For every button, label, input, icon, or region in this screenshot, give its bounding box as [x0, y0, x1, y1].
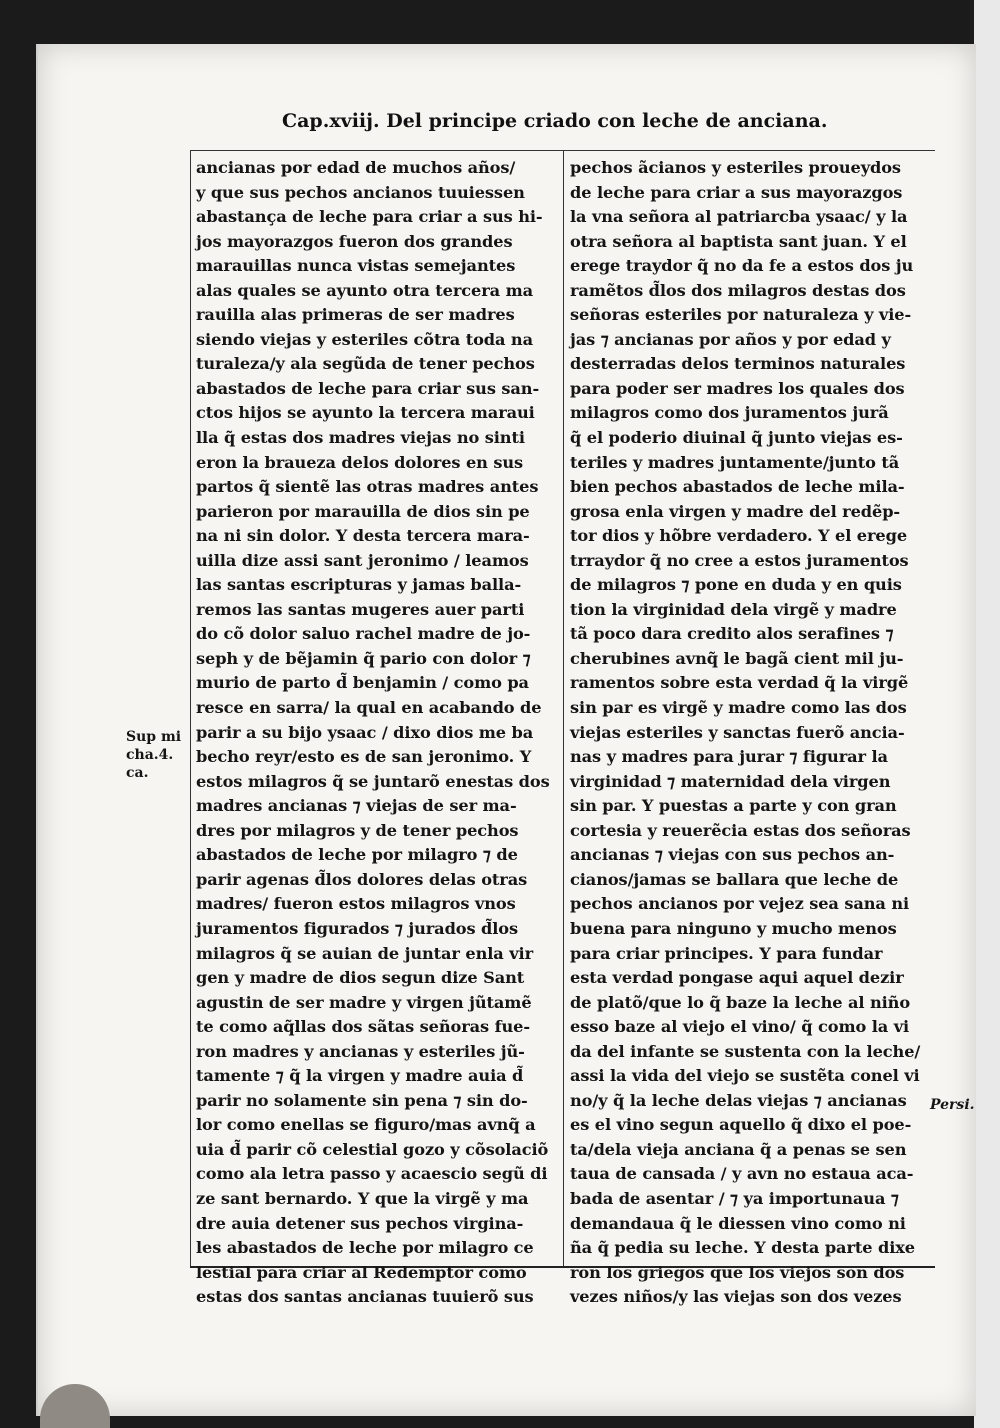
left-column-line: partos q̃ sientẽ las otras madres antes	[196, 477, 539, 497]
right-column-line: ancianas ⁊ viejas con sus pechos an-	[570, 845, 895, 865]
left-column-line: madres ancianas ⁊ viejas de ser ma-	[196, 796, 517, 816]
right-column-line: buena para ninguno y mucho menos	[570, 918, 897, 938]
right-column-line: de platõ/que lo q̃ baze la leche al niño	[570, 992, 911, 1012]
left-column-line: agustin de ser madre y virgen jũtamẽ	[196, 992, 532, 1012]
right-column-line: trraydor q̃ no cree a estos juramentos	[570, 550, 909, 570]
left-column-line: siendo viejas y esteriles cõtra toda na	[196, 329, 533, 349]
left-column-line: ron madres y ancianas y esteriles jũ-	[196, 1041, 525, 1061]
right-column-line: pechos ancianos por vejez sea sana ni	[570, 894, 910, 914]
right-column-line: sin par. Y puestas a parte y con gran	[570, 796, 897, 816]
adjacent-page-edge	[974, 0, 1000, 1428]
left-column-line: becho reyr/esto es de san jeronimo. Y	[196, 747, 532, 767]
right-column-line: tion la virginidad dela virgẽ y madre	[570, 599, 897, 619]
right-column-line: ron los griegos que los viejos son dos	[570, 1262, 905, 1282]
right-column-line: para criar principes. Y para fundar	[570, 943, 883, 963]
right-column-line: ta/dela vieja anciana q̃ a penas se sen	[570, 1139, 907, 1159]
left-column-line: jos mayorazgos fueron dos grandes	[196, 231, 513, 251]
left-column-line: milagros q̃ se auian de juntar enla vir	[196, 943, 534, 963]
column-divider	[563, 150, 564, 1266]
left-column-line: murio de parto d̃ benjamin / como pa	[196, 673, 529, 693]
left-column-line: ze sant bernardo. Y que la virgẽ y ma	[196, 1188, 529, 1208]
left-column-line: na ni sin dolor. Y desta tercera mara-	[196, 526, 530, 546]
left-column-line: lor como enellas se figuro/mas avnq̃ a	[196, 1115, 536, 1135]
right-column-line: cherubines avnq̃ le bagã cient mil ju-	[570, 648, 904, 668]
right-column-line: viejas esteriles y sanctas fuerõ ancia-	[570, 722, 905, 742]
right-column-line: milagros como dos juramentos jurã	[570, 403, 889, 423]
left-column-line: parir no solamente sin pena ⁊ sin do-	[196, 1090, 528, 1110]
right-column-line: señoras esteriles por naturaleza y vie-	[570, 305, 912, 325]
right-column-line: desterradas delos terminos naturales	[570, 354, 906, 374]
left-column-line: seph y de bẽjamin q̃ pario con dolor ⁊	[196, 648, 531, 668]
left-column-line: uilla dize assi sant jeronimo / leamos	[196, 550, 529, 570]
right-column-line: no/y q̃ la leche delas viejas ⁊ ancianas	[570, 1090, 907, 1110]
right-column-line: ramẽtos d̃los dos milagros destas dos	[570, 280, 906, 300]
right-column-line: es el vino segun aquello q̃ dixo el poe-	[570, 1115, 912, 1135]
right-text-column	[570, 156, 930, 1310]
right-column-line: da del infante se sustenta con la leche/	[570, 1041, 921, 1061]
right-column-line: esta verdad pongase aqui aquel dezir	[570, 968, 904, 988]
right-column-line: nas y madres para jurar ⁊ figurar la	[570, 747, 888, 767]
left-margin-note-line: cha.4.	[126, 747, 174, 763]
right-column-line: erege traydor q̃ no da fe a estos dos ju	[570, 256, 914, 276]
right-column-line: otra señora al baptista sant juan. Y el	[570, 231, 907, 251]
left-margin-note-line: Sup mi	[126, 729, 182, 745]
right-column-line: q̃ el poderio diuinal q̃ junto viejas es-	[570, 428, 903, 448]
left-column-line: estos milagros q̃ se juntarõ enestas dos	[196, 771, 550, 791]
right-column-line: esso baze al viejo el vino/ q̃ como la vi	[570, 1017, 910, 1037]
left-column-line: do cõ dolor saluo rachel madre de jo-	[196, 624, 531, 644]
left-column-line: alas quales se ayunto otra tercera ma	[196, 280, 533, 300]
right-column-line: jas ⁊ ancianas por años y por edad y	[570, 329, 891, 349]
left-column-line: te como aq̃llas dos sãtas señoras fue-	[196, 1017, 530, 1037]
left-margin-note-line: ca.	[126, 765, 149, 781]
right-column-line: tã poco dara credito alos serafines ⁊	[570, 624, 894, 644]
left-column-line: turaleza/y ala segũda de tener pechos	[196, 354, 535, 374]
right-column-line: virginidad ⁊ maternidad dela virgen	[570, 771, 891, 791]
left-column-line: juramentos figurados ⁊ jurados d̃los	[196, 918, 519, 938]
left-column-line: tamente ⁊ q̃ la virgen y madre auia d̃	[196, 1066, 524, 1086]
right-column-line: cortesia y reuerẽcia estas dos señoras	[570, 820, 911, 840]
left-column-line: madres/ fueron estos milagros vnos	[196, 894, 516, 914]
right-column-line: assi la vida del viejo se sustẽta conel vi	[570, 1066, 920, 1086]
left-column-line: remos las santas mugeres auer parti	[196, 599, 525, 619]
right-column-line: para poder ser madres los quales dos	[570, 378, 905, 398]
page-header: Cap.xviij. Del principe criado con leche de anciana.	[282, 110, 828, 132]
right-column-line: grosa enla virgen y madre del redẽp-	[570, 501, 901, 521]
left-column-line: ancianas por edad de muchos años/	[196, 158, 516, 177]
right-column-line: sin par es virgẽ y madre como las dos	[570, 698, 907, 718]
left-column-line: eron la braueza delos dolores en sus	[196, 452, 524, 472]
right-column-line: demandaua q̃ le diessen vino como ni	[570, 1213, 906, 1233]
left-column-line: marauillas nunca vistas semejantes	[196, 256, 516, 276]
left-column-line: abastança de leche para criar a sus hi-	[196, 207, 543, 227]
right-column-line: pechos ãcianos y esteriles proueydos	[570, 158, 901, 177]
right-column-line: cianos/jamas se ballara que leche de	[570, 869, 899, 889]
right-column-line: ramentos sobre esta verdad q̃ la virgẽ	[570, 673, 909, 693]
right-column-line: bada de asentar / ⁊ ya importunaua ⁊	[570, 1188, 899, 1208]
left-column-line: abastados de leche para criar sus san-	[196, 378, 540, 398]
left-column-line: como ala letra passo y acaescio segũ di	[196, 1164, 548, 1184]
right-column-line: ña q̃ pedia su leche. Y desta parte dixe	[570, 1238, 916, 1258]
left-rule	[190, 150, 191, 1266]
left-column-line: las santas escripturas y jamas balla-	[196, 575, 522, 595]
left-column-line: gen y madre de dios segun dize Sant	[196, 968, 525, 988]
right-column-line: bien pechos abastados de leche mila-	[570, 477, 905, 497]
left-column-line: uia d̃ parir cõ celestial gozo y cõsolaciõ	[196, 1139, 549, 1159]
left-column-line: lla q̃ estas dos madres viejas no sinti	[196, 428, 525, 448]
left-column-line: dres por milagros y de tener pechos	[196, 820, 519, 840]
left-column-line: lestial para criar al Redemptor como	[196, 1262, 527, 1282]
right-column-line: de leche para criar a sus mayorazgos	[570, 182, 903, 202]
right-column-line: vezes niños/y las viejas son dos vezes	[570, 1287, 902, 1307]
right-column-line: de milagros ⁊ pone en duda y en quis	[570, 575, 902, 595]
right-margin-note: Persi.	[930, 1097, 975, 1113]
left-column-line: parieron por marauilla de dios sin pe	[196, 501, 530, 521]
left-margin-note	[126, 728, 181, 782]
left-column-line: ctos hijos se ayunto la tercera maraui	[196, 403, 535, 423]
right-column-line: teriles y madres juntamente/junto tã	[570, 452, 900, 472]
right-column-line: la vna señora al patriarcba ysaac/ y la	[570, 207, 908, 227]
left-column-line: estas dos santas ancianas tuuierõ sus	[196, 1287, 534, 1307]
right-column-line: tor dios y hõbre verdadero. Y el erege	[570, 526, 908, 546]
right-column-line: taua de cansada / y avn no estaua aca-	[570, 1164, 914, 1184]
left-column-line: rauilla alas primeras de ser madres	[196, 305, 515, 325]
left-column-line: y que sus pechos ancianos tuuiessen	[196, 182, 525, 202]
left-column-line: les abastados de leche por milagro ce	[196, 1238, 534, 1258]
left-column-line: resce en sarra/ la qual en acabando de	[196, 698, 542, 718]
left-column-line: abastados de leche por milagro ⁊ de	[196, 845, 518, 865]
left-text-column	[196, 156, 551, 1310]
left-column-line: parir a su bijo ysaac / dixo dios me ba	[196, 722, 534, 742]
left-column-line: dre auia detener sus pechos virgina-	[196, 1213, 524, 1233]
left-column-line: parir agenas d̃los dolores delas otras	[196, 869, 528, 889]
